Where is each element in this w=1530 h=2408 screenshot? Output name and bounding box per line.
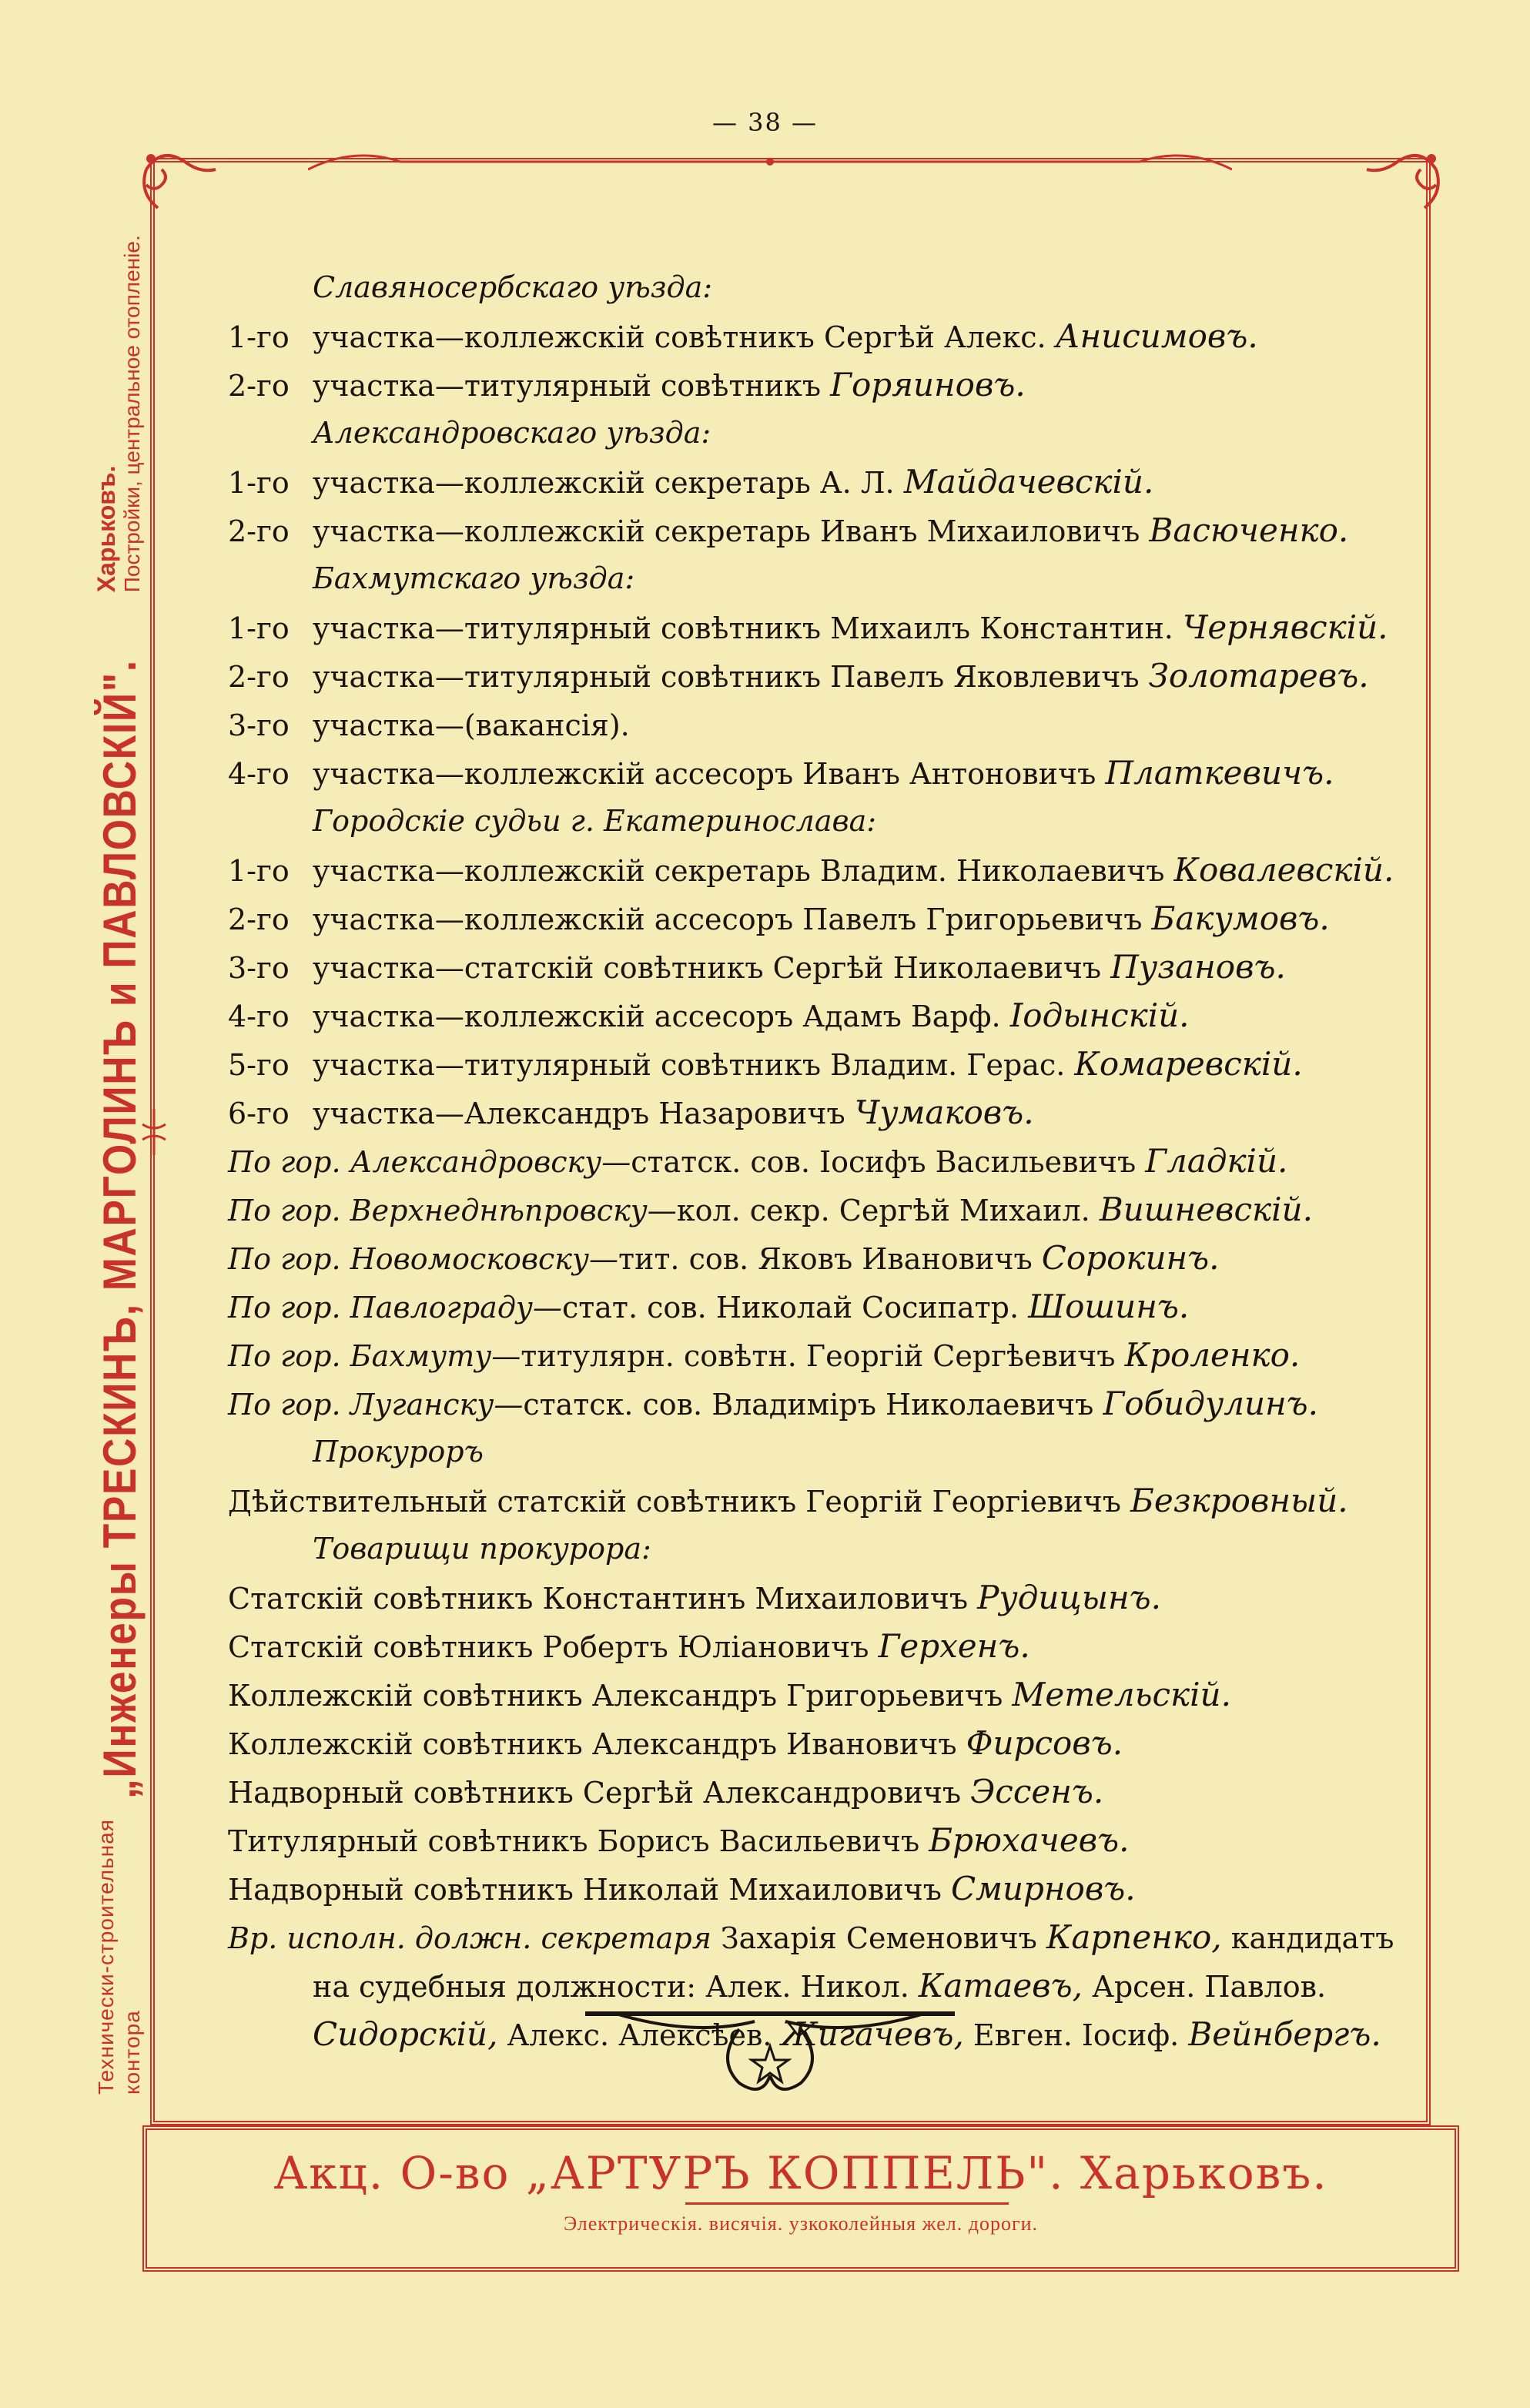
entry-text: кол. секр. Сергѣй Михаил. xyxy=(676,1194,1090,1227)
secretary-title: Вр. исполн. должн. секретаря xyxy=(228,1921,711,1955)
entry-text: участка—титулярный совѣтникъ Павелъ Яковлевичъ xyxy=(313,660,1140,694)
entry-text: стат. сов. Николай Сосипатр. xyxy=(561,1291,1019,1325)
entry-number: 3-го xyxy=(228,708,290,742)
list-item xyxy=(228,1816,1398,1864)
entry-surname: Ковалевскій. xyxy=(1173,851,1394,889)
entry-surname: Іодынскій. xyxy=(1009,996,1190,1034)
town-prefix: По гор. Верхнеднѣпровску— xyxy=(228,1194,677,1227)
entry-surname: Гобидулинъ. xyxy=(1103,1385,1319,1422)
side-ad-tail xyxy=(93,235,146,592)
list-item xyxy=(228,894,1398,943)
entry-number: 4-го xyxy=(228,1000,290,1033)
list-item xyxy=(228,1573,1398,1622)
town-prefix: По гор. Бахмуту— xyxy=(228,1339,521,1373)
entry-text: Коллежскій совѣтникъ Александръ Григорьевичъ xyxy=(228,1679,1003,1713)
entry-text: Арсен. Павлов. xyxy=(1092,1970,1327,2004)
entry-surname: Пузановъ. xyxy=(1110,948,1286,986)
town-prefix: По гор. Павлограду— xyxy=(228,1291,562,1325)
entry-surname: Бакумовъ. xyxy=(1151,899,1330,937)
entry-surname: Метельскій. xyxy=(1012,1676,1231,1713)
town-prefix: По гор. Новомосковску— xyxy=(228,1242,619,1276)
entry-text: кандидатъ xyxy=(1230,1921,1394,1955)
entry-text: участка—коллежскій ассесоръ Павелъ Григорьевичъ xyxy=(313,903,1143,936)
entry-surname: Платкевичъ. xyxy=(1105,754,1334,792)
entry-text: участка—коллежскій секретарь Иванъ Михаиловичъ xyxy=(313,514,1140,548)
entry-number: 1-го xyxy=(228,320,290,354)
entry-text: участка—коллежскій секретарь А. Л. xyxy=(313,466,895,500)
entry-text: Дѣйствительный статскій совѣтникъ Георгій Георгіевичъ xyxy=(228,1485,1121,1519)
entry-surname: Анисимовъ. xyxy=(1055,317,1258,355)
side-advertisement xyxy=(73,92,166,2095)
section-heading: Прокуроръ xyxy=(313,1435,484,1469)
list-item xyxy=(228,1767,1398,1816)
top-flourish-icon xyxy=(308,146,1232,177)
section-heading: Александровскаго уѣзда: xyxy=(313,416,711,450)
section-heading: Славяносербскаго уѣзда: xyxy=(313,270,713,304)
side-ad-tail-text: Постройки, центральное отопленіе. xyxy=(120,235,144,593)
entry-surname: Фирсовъ. xyxy=(966,1724,1123,1762)
list-item xyxy=(228,360,1398,409)
entry-text: титулярн. совѣтн. Георгій Сергѣевичъ xyxy=(521,1339,1116,1373)
side-ad-line2: контора xyxy=(120,2010,144,2095)
entry-surname: Карпенко, xyxy=(1046,1918,1222,1956)
list-item xyxy=(228,312,1398,360)
section-heading: Бахмутскаго уѣзда: xyxy=(313,561,635,595)
entry-surname: Золотаревъ. xyxy=(1148,657,1369,695)
entry-number: 6-го xyxy=(228,1097,290,1130)
list-item xyxy=(228,1379,1398,1428)
list-item xyxy=(228,700,1398,749)
list-item xyxy=(228,991,1398,1040)
entry-text: участка—статскій совѣтникъ Сергѣй Николаевичъ xyxy=(313,951,1102,985)
entry-surname: Катаевъ, xyxy=(918,1967,1083,2004)
entry-surname: Жигачевъ, xyxy=(781,2015,964,2053)
entry-text: участка—титулярный совѣтникъ Михаилъ Константин. xyxy=(313,611,1173,645)
entry-text: участка—коллежскій секретарь Владим. Николаевичъ xyxy=(313,854,1165,888)
entry-number: 1-го xyxy=(228,611,290,645)
entry-surname: Кроленко. xyxy=(1124,1336,1301,1374)
list-item xyxy=(228,1476,1398,1525)
entry-text: Коллежскій совѣтникъ Александръ Ивановичъ xyxy=(228,1727,957,1761)
entry-number: 2-го xyxy=(228,660,290,694)
entry-number: 3-го xyxy=(228,951,290,985)
list-item xyxy=(228,1185,1398,1234)
entry-text: Надворный совѣтникъ Николай Михаиловичъ xyxy=(228,1873,942,1907)
entry-number: 2-го xyxy=(228,514,290,548)
section-heading: Городскіе судьи г. Екатеринослава: xyxy=(313,804,877,838)
entry-surname: Сидорскій, xyxy=(313,2015,498,2053)
entry-surname: Чумаковъ. xyxy=(854,1093,1034,1131)
list-item xyxy=(228,749,1398,797)
entry-surname: Смирновъ. xyxy=(951,1870,1136,1907)
entry-number: 2-го xyxy=(228,903,290,936)
entry-surname: Сорокинъ. xyxy=(1041,1239,1220,1277)
entry-text: Титулярный совѣтникъ Борисъ Васильевичъ xyxy=(228,1824,920,1858)
entry-text: участка—коллежскій совѣтникъ Сергѣй Алекс. xyxy=(313,320,1046,354)
side-ad-city: Харьковъ. xyxy=(92,465,120,593)
entry-surname: Брюхачевъ. xyxy=(929,1821,1130,1859)
entry-text: Захарія Семеновичъ xyxy=(720,1921,1037,1955)
entry-text: Статскій совѣтникъ Константинъ Михаиловичъ xyxy=(228,1582,969,1616)
entry-text: Статскій совѣтникъ Робертъ Юліановичъ xyxy=(228,1630,869,1664)
entry-number: 4-го xyxy=(228,757,290,791)
entry-text: Евген. Іосиф. xyxy=(973,2018,1180,2052)
entry-surname: Вишневскій. xyxy=(1099,1191,1313,1228)
secretary-line-1 xyxy=(228,1913,1398,1961)
document-body xyxy=(228,263,1398,2058)
entry-text: статск. сов. Владиміръ Николаевичъ xyxy=(523,1388,1094,1422)
entry-text: Алекс. Алексѣев. xyxy=(507,2018,772,2052)
list-item xyxy=(228,1670,1398,1719)
list-item xyxy=(228,1088,1398,1137)
town-prefix: По гор. Луганску— xyxy=(228,1388,524,1422)
side-ad-subtitle xyxy=(93,1819,146,2095)
bottom-ad-title: Акц. О-во „АРТУРЪ КОППЕЛЬ". Харьковъ. xyxy=(273,2147,1328,2199)
entry-number: 1-го xyxy=(228,854,290,888)
list-item xyxy=(228,1622,1398,1670)
bottom-ad-subtitle: Электрическія. висячія. узкоколейныя жел. дороги. xyxy=(563,2212,1039,2235)
entry-number: 1-го xyxy=(228,466,290,500)
entry-surname: Гладкій. xyxy=(1145,1142,1288,1180)
entry-text: участка—титулярный совѣтникъ xyxy=(313,369,822,403)
town-prefix: По гор. Александровску— xyxy=(228,1145,631,1179)
bottom-advertisement xyxy=(142,2125,1459,2272)
page-number: — 38 — xyxy=(711,108,819,137)
list-item xyxy=(228,943,1398,991)
entry-surname: Вейнбергъ. xyxy=(1188,2015,1381,2053)
entry-text: участка—Александръ Назаровичъ xyxy=(313,1097,845,1130)
entry-text: Надворный совѣтникъ Сергѣй Александровичъ xyxy=(228,1776,962,1810)
entry-text: участка—коллежскій ассесоръ Иванъ Антоновичъ xyxy=(313,757,1096,791)
entry-surname: Горяиновъ. xyxy=(830,366,1026,404)
list-item xyxy=(228,846,1398,894)
entry-surname: Чернявскій. xyxy=(1182,608,1388,646)
list-item xyxy=(228,1137,1398,1185)
list-item xyxy=(228,1040,1398,1088)
entry-text: участка—титулярный совѣтникъ Владим. Герас. xyxy=(313,1048,1066,1082)
list-item xyxy=(228,1282,1398,1331)
list-item xyxy=(228,603,1398,651)
entry-text: тит. сов. Яковъ Ивановичъ xyxy=(618,1242,1033,1276)
entry-text: участка—коллежскій ассесоръ Адамъ Варф. xyxy=(313,1000,1001,1033)
entry-surname: Шошинъ. xyxy=(1028,1288,1190,1325)
bottom-ad-rule xyxy=(685,2202,1009,2205)
list-item xyxy=(228,506,1398,554)
list-item xyxy=(228,651,1398,700)
entry-surname: Эссенъ. xyxy=(970,1773,1104,1810)
entry-surname: Безкровный. xyxy=(1130,1482,1348,1519)
entry-surname: Майдачевскій. xyxy=(903,463,1154,501)
section-heading: Товарищи прокурора: xyxy=(313,1532,651,1566)
entry-text: участка—(вакансія). xyxy=(313,708,630,742)
entry-number: 2-го xyxy=(228,369,290,403)
entry-surname: Рудицынъ. xyxy=(977,1579,1161,1616)
entry-text: на судебныя должности: Алек. Никол. xyxy=(313,1970,909,2004)
list-item xyxy=(228,1719,1398,1767)
list-item xyxy=(228,1864,1398,1913)
entry-surname: Васюченко. xyxy=(1149,511,1349,549)
entry-surname: Комаревскій. xyxy=(1074,1045,1303,1083)
side-ad-main: „Инженеры ТРЕСКИНЪ, МАРГОЛИНЪ и ПАВЛОВСКІЙ". xyxy=(93,659,146,1800)
side-ad-line1: Технически-строительная xyxy=(94,1819,118,2095)
corner-ornament-icon xyxy=(1359,139,1451,231)
divider-ornament-icon xyxy=(585,1998,955,2106)
list-item xyxy=(228,457,1398,506)
list-item xyxy=(228,1331,1398,1379)
entry-text: статск. сов. Іосифъ Васильевичъ xyxy=(631,1145,1137,1179)
entry-surname: Герхенъ. xyxy=(878,1627,1030,1665)
list-item xyxy=(228,1234,1398,1282)
entry-number: 5-го xyxy=(228,1048,290,1082)
